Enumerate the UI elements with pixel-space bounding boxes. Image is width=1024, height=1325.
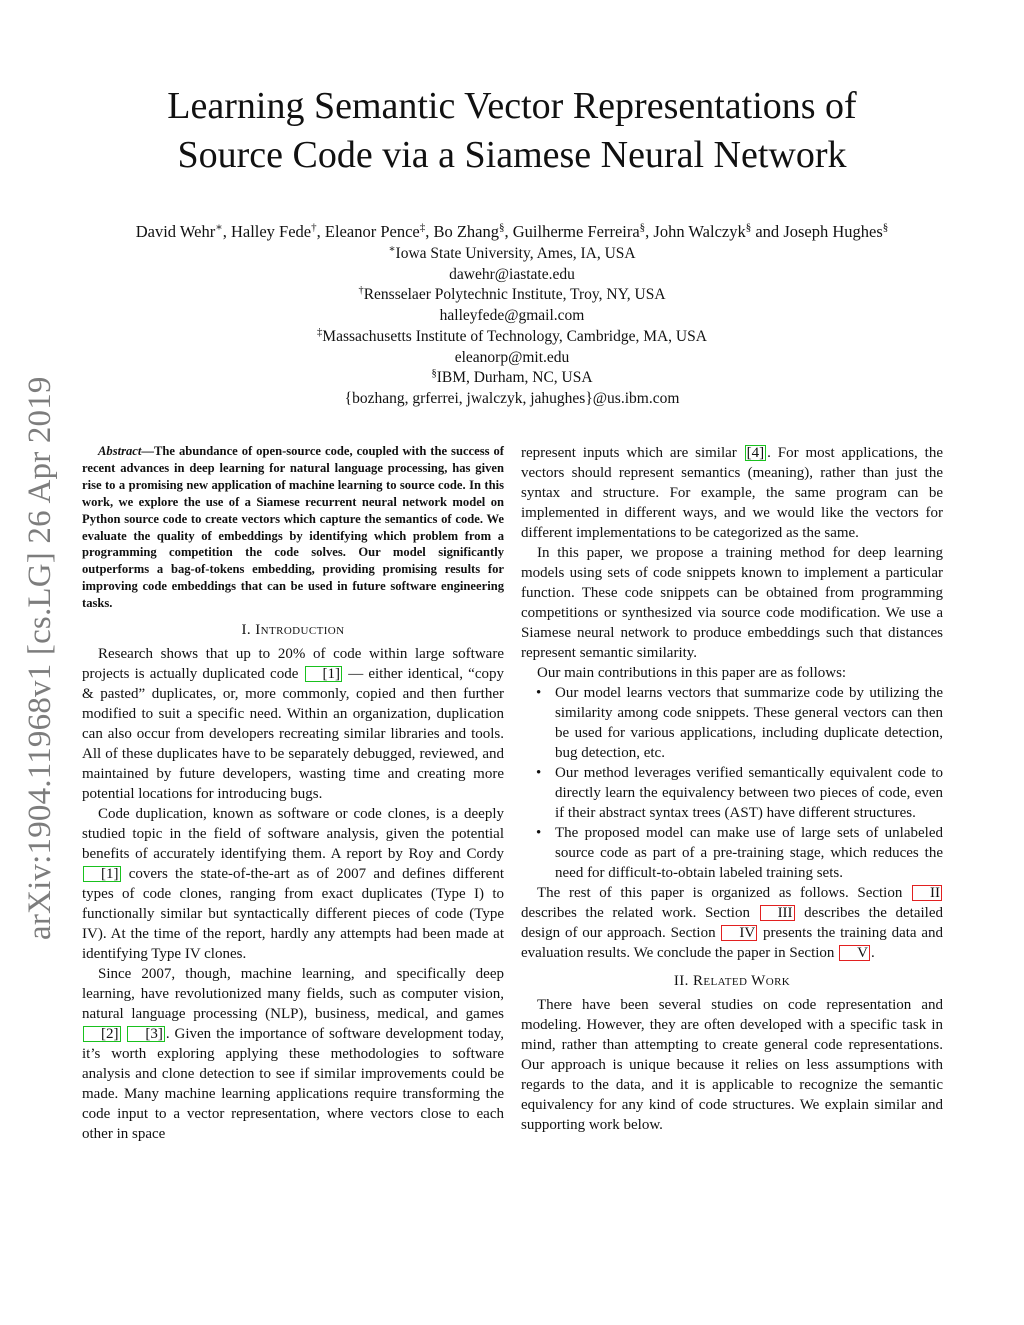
- abstract-label: Abstract: [98, 444, 142, 458]
- bullet-icon: •: [536, 825, 542, 841]
- author-email: dawehr@iastate.edu: [449, 265, 575, 283]
- right-column: [521, 443, 943, 1135]
- intro-paragraph-5: In this paper, we propose a training method for deep learning models using sets of code snippets known to implement a particular function. These code snippets can be obtained from programming competitions or synthesized via source code modification. We use a Siamese neural network to produce embeddings such that distances represent semantic similarity.: [521, 545, 943, 661]
- affiliation: ∗Iowa State University, Ames, IA, USA: [388, 243, 636, 262]
- author: David Wehr∗,: [135, 221, 231, 241]
- affiliation-list: [60, 244, 964, 410]
- author: John Walczyk§ and: [653, 221, 784, 241]
- intro-paragraph-1: Research shows that up to 20% of code within large software projects is actually duplicated code [1] — either identical, “copy & pasted” duplicates, or, more commonly, copied and then further modified to suit a specific need. Within an organization, duplication can also occur from developers recreating similar libraries and tools. All of these duplicates have to be separately debugged, reviewed, and maintained by future developers, wasting time and creating more potential locations for introducing bugs.: [82, 646, 504, 803]
- affiliation: ‡Massachusetts Institute of Technology, Cambridge, MA, USA: [317, 326, 707, 345]
- bullet-icon: •: [536, 765, 542, 781]
- affiliation: §IBM, Durham, NC, USA: [431, 368, 593, 387]
- section-link[interactable]: V: [839, 945, 870, 961]
- author-email: {bozhang, grferrei, jwalczyk, jahughes}@us.ibm.com: [344, 389, 680, 407]
- citation-link[interactable]: [3]: [127, 1026, 165, 1042]
- section-link[interactable]: III: [760, 905, 795, 921]
- author-email: halleyfede@gmail.com: [439, 307, 585, 325]
- contributions-intro: Our main contributions in this paper are as follows:: [537, 665, 847, 681]
- citation-link[interactable]: [2]: [83, 1026, 121, 1042]
- list-item: • Our method leverages verified semantically equivalent code to directly learn the equivalency between two pieces of code, even if their abstract syntax trees (AST) have different structures.: [536, 765, 943, 821]
- section-heading-related-work: II. Related Work: [673, 973, 791, 989]
- section-link[interactable]: II: [912, 885, 942, 901]
- list-item: • Our model learns vectors that summarize code by utilizing the similarity among code snippets. These general vectors can then be used for various applications, including duplicate detection, bug detection, etc.: [536, 685, 943, 761]
- related-work-paragraph-1: There have been several studies on code representation and modeling. However, they are often developed with a specific task in mind, rather than attempting to create general code representations. Our approach is unique because it relies on less assumptions with regards to the data, and it is applicable to recognize the semantic equivalency for any kind of code structures. We explain similar and supporting work below.: [521, 997, 943, 1133]
- author: Eleanor Pence‡,: [324, 221, 434, 241]
- citation-link[interactable]: [4]: [746, 445, 765, 461]
- paper-title: [60, 82, 964, 180]
- arxiv-identifier[interactable]: arXiv:1904.11968v1 [cs.LG] 26 Apr 2019: [22, 376, 58, 940]
- contributions-list: [521, 683, 943, 883]
- intro-paragraph-3: Since 2007, though, machine learning, and specifically deep learning, have revolutionized many fields, such as computer vision, natural language processing (NLP), business, medical, and games [2] [3] . Given the importance of software development today, it’s worth exploring applying these methodologies to software analysis and clone detection to see if similar improvements could be made. Many machine learning applications require transforming the code input to a vector representation, where vectors close to each other in space: [82, 966, 505, 1143]
- author: Joseph Hughes§: [783, 221, 889, 241]
- section-heading-introduction: I. Introduction: [241, 622, 345, 639]
- intro-paragraph-2: Code duplication, known as software or code clones, is a deeply studied topic in the field of software analysis, given the potential benefits of accurately identifying them. A report by Roy and Cordy [1] covers the state-of-the-art as of 2007 and defines different types of code clones, ranging from exact duplicates (Type I) to functionally similar but syntactically different pieces of code (Type IV). At the time of the report, hardly any attempts had been made at identifying Type IV clones.: [82, 806, 505, 963]
- bullet-icon: •: [536, 685, 542, 701]
- left-column: [82, 443, 504, 1144]
- affiliation: †Rensselaer Polytechnic Institute, Troy, NY, USA: [358, 285, 666, 304]
- organization-paragraph: The rest of this paper is organized as follows. Section II describes the related work. Section III describes the detailed design of our approach. Section IV presents the training data and evaluation results. We conclude the paper in Section V .: [521, 885, 944, 961]
- author: Halley Fede†,: [230, 221, 325, 241]
- title-line-1: Learning Semantic Vector Representations of: [167, 85, 857, 127]
- author: Guilherme Ferreira§,: [512, 221, 654, 241]
- section-link[interactable]: IV: [721, 925, 757, 941]
- author-list: [60, 222, 964, 242]
- intro-paragraph-4: represent inputs which are similar [4] . For most applications, the vectors should represent semantics (meaning), rather than just the syntax and structure. For example, the same program can be implemented in different ways, and we would like the vectors for different implementations to be categorized as the same.: [521, 445, 943, 541]
- arxiv-side-stamp: [18, 355, 58, 945]
- abstract: Abstract—The abundance of open-source code, coupled with the success of recent advances in deep learning for natural language processing, has given rise to a promising new application of machine learning to source code. In this work, we explore the use of a Siamese recurrent neural network model on Python source code to create vectors which capture the semantics of code. We evaluate the quality of embeddings by identifying which problem from a programming competition the code solves. Our model significantly outperforms a bag-of-tokens embedding, providing promising results for improving code embeddings that can be used in future software engineering tasks.: [82, 444, 504, 611]
- author-email: eleanorp@mit.edu: [454, 348, 570, 366]
- citation-link[interactable]: [1]: [305, 666, 343, 682]
- author: Bo Zhang§,: [433, 221, 513, 241]
- abstract-text: The abundance of open-source code, coupled with the success of recent advances in deep learning for natural language processing, has given rise to a promising new application of machine learning to source code. In this work, we explore the use of a Siamese recurrent neural network model on Python source code to create vectors which capture the semantics of code. We evaluate the quality of embeddings by identifying which problem from a programming competition the code solves. Our model significantly outperforms a bag-of-tokens embedding, providing promising results for improving code embeddings that can be used in future software engineering tasks.: [82, 444, 504, 611]
- title-line-2: Source Code via a Siamese Neural Network: [177, 134, 847, 176]
- citation-link[interactable]: [1]: [83, 866, 121, 882]
- list-item: • The proposed model can make use of large sets of unlabeled source code as part of a pre-training stage, which reduces the need for difficult-to-obtain labeled training sets.: [536, 825, 943, 881]
